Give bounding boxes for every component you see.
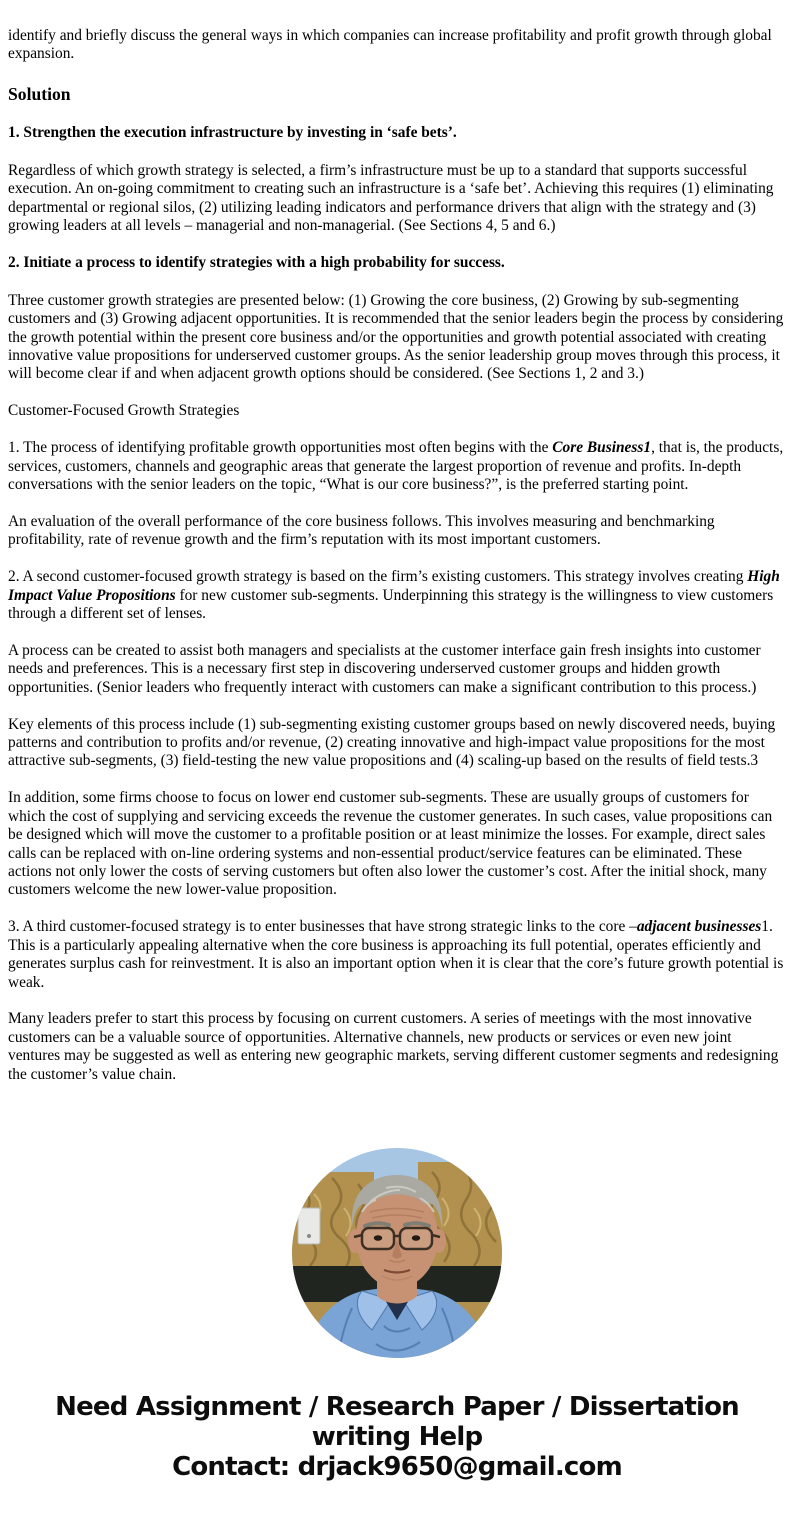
emphasized-text: Core Business1 bbox=[552, 439, 652, 457]
lower-end-paragraph: In addition, some firms choose to focus on lower end customer sub-segments. These are usually groups of customers for which the cost of supplying and servicing exceeds the revenue the customer generates. In such cases, value propositions can be designed which will move the customer to a profitable position or at least minimize the losses. For example, direct sales calls can be replaced with on-line ordering systems and non-essential product/service features can be eliminated. These actions not only lower the costs of serving customers but often also lower the customer’s cost. After the initial shock, many customers welcome the new lower-value proposition. bbox=[8, 789, 773, 899]
intro-paragraph: identify and briefly discuss the general ways in which companies can increase profitability and profit growth through global expansion. bbox=[8, 26, 772, 62]
point-2-heading: 2. Initiate a process to identify strategies with a high probability for success. bbox=[8, 254, 505, 272]
promo-contact: Contact: drjack9650@gmail.com bbox=[172, 1452, 622, 1483]
portrait-photo-graphic bbox=[292, 1148, 502, 1358]
eye-right bbox=[412, 1235, 420, 1241]
photo-wall-switch-plate bbox=[298, 1208, 320, 1244]
point-1-heading: 1. Strengthen the execution infrastructure by investing in ‘safe bets’. bbox=[8, 124, 457, 142]
emphasized-text: adjacent businesses bbox=[636, 918, 762, 936]
three-strategies-paragraph: Three customer growth strategies are presented below: (1) Growing the core business, (2) Growing by sub-segmenting customers and (3) Growing adjacent opportunities. It is recommended that the senior leaders begin the process by considering the growth potential within the present core business and/or the opportunities and growth potential associated with creating innovative value propositions for underserved customer groups. As the senior leadership group moves through this process, it will become clear if and when adjacent growth options should be considered. (See Sections 1, 2 and 3.) bbox=[8, 291, 784, 383]
eye-left bbox=[374, 1235, 382, 1241]
key-elements-paragraph: Key elements of this process include (1) sub-segmenting existing customer groups based on newly discovered needs, buying patterns and contribution to profits and/or revenue, (2) creating innovative and high-impact value propositions for the most attractive sub-segments, (3) field-testing the new value propositions and (4) scaling-up based on the results of field tests.3 bbox=[8, 715, 776, 770]
promo-footer bbox=[16, 1392, 778, 1482]
solution-heading: Solution bbox=[8, 84, 71, 105]
point-1-paragraph: Regardless of which growth strategy is selected, a firm’s infrastructure must be up to a standard that supports successful execution. An on-going commitment to creating such an infrastructure is a ‘safe bet’. Achieving this requires (1) eliminating departmental or regional silos, (2) utilizing leading indicators and performance drivers that align with the strategy and (3) growing leaders at all levels – managerial and non-managerial. (See Sections 4, 5 and 6.) bbox=[8, 161, 774, 234]
author-photo bbox=[0, 1148, 794, 1358]
third-strategy-paragraph: 3. A third customer-focused strategy is to enter businesses that have strong strategic links to the core –adjacent businesses1. This is a particularly appealing alternative when the core business is approaching its full potential, operates efficiently and generates surplus cash for reinvestment. It is also an important option when it is clear that the core’s future growth potential is weak. bbox=[8, 918, 784, 991]
second-strategy-paragraph: 2. A second customer-focused growth strategy is based on the firm’s existing customers. This strategy involves creating High Impact Value Propositions for new customer sub-segments. Underpinning this strategy is the willingness to view customers through a different set of lenses. bbox=[8, 568, 780, 623]
many-leaders-paragraph: Many leaders prefer to start this process by focusing on current customers. A series of meetings with the most innovative customers can be a valuable source of opportunities. Alternative channels, new products or services or even new joint ventures may be suggested as well as entering new geographic markets, serving different customer segments and redesigning the customer’s value chain. bbox=[8, 1010, 779, 1083]
process-paragraph: A process can be created to assist both managers and specialists at the customer interface gain fresh insights into customer needs and preferences. This is a necessary first step in discovering underserved customer groups and hidden growth opportunities. (Senior leaders who frequently interact with customers can make a significant contribution to this process.) bbox=[8, 641, 761, 696]
subheading-customer-focused: Customer-Focused Growth Strategies bbox=[8, 402, 240, 420]
emphasized-text: High Impact Value Propositions bbox=[8, 568, 780, 604]
promo-heading: Need Assignment / Research Paper / Dissertation writing Help bbox=[55, 1392, 739, 1453]
core-business-paragraph: 1. The process of identifying profitable growth opportunities most often begins with the Core Business1, that is, the products, services, customers, channels and geographic areas that generate the largest proportion of revenue and profits. In-depth conversations with the senior leaders on the topic, “What is our core business?”, is the preferred starting point. bbox=[8, 439, 784, 493]
switch-dot bbox=[307, 1234, 311, 1238]
evaluation-paragraph: An evaluation of the overall performance of the core business follows. This involves measuring and benchmarking profitability, rate of revenue growth and the firm’s reputation with its most important customers. bbox=[8, 512, 715, 549]
